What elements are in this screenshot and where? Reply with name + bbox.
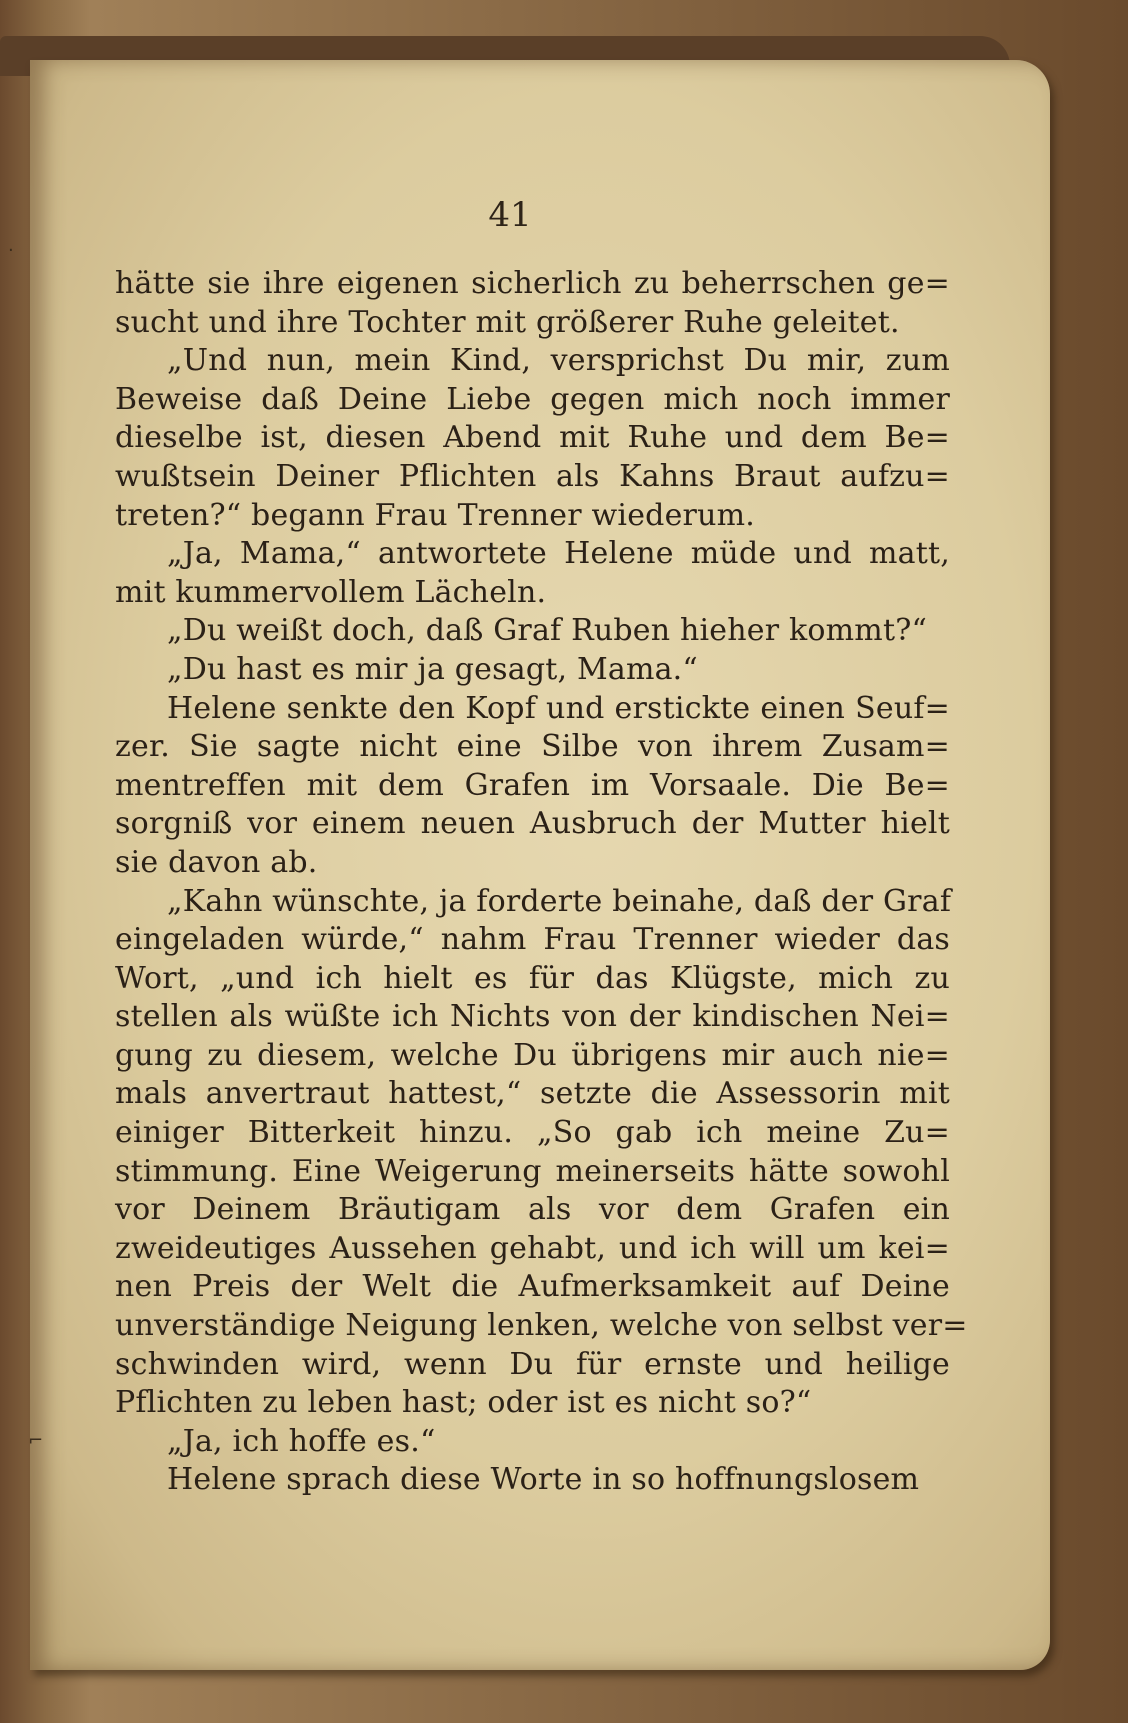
book-page [30,60,1050,1670]
text-line: hätte sie ihre eigenen sicherlich zu beherrschen ge= [115,266,950,301]
margin-mark: ⌐ [28,1430,44,1451]
text-line: Wort, „und ich hielt es für das Klügste, mich zu [115,960,950,996]
text-line: Beweise daß Deine Liebe gegen mich noch immer [115,381,950,417]
text-line: schwinden wird, wenn Du für ernste und heilige [115,1346,950,1382]
text-line: einiger Bitterkeit hinzu. „So gab ich meine Zu= [115,1115,950,1151]
text-line: „Du hast es mir ja gesagt, Mama.“ [167,651,698,687]
text-line: zer. Sie sagte nicht eine Silbe von ihrem Zusam= [115,729,950,765]
text-line: sorgniß vor einem neuen Ausbruch der Mutter hielt [115,806,950,842]
text-line: stellen als wüßte ich Nichts von der kindischen Nei= [115,999,950,1035]
text-line: „Ja, ich hoffe es.“ [167,1423,436,1459]
text-line: vor Deinem Bräutigam als vor dem Grafen ein [115,1192,950,1228]
body-text [115,265,968,1500]
text-line: Helene senkte den Kopf und erstickte einen Seuf= [167,690,950,726]
text-line: unverständige Neigung lenken, welche von selbst ver= [115,1308,968,1344]
text-line: „Kahn wünschte, ja forderte beinahe, daß der Graf [167,883,952,919]
text-line: sie davon ab. [115,844,318,880]
text-line: „Ja, Mama,“ antwortete Helene müde und matt, [167,536,950,572]
text-line: wußtsein Deiner Pflichten als Kahns Braut aufzu= [115,458,950,494]
text-line: mentreffen mit dem Grafen im Vorsaale. Die Be= [115,767,950,803]
text-line: „Und nun, mein Kind, versprichst Du mir, zum [167,343,950,379]
text-line: Helene sprach diese Worte in so hoffnungslosem [167,1462,920,1498]
text-line: dieselbe ist, diesen Abend mit Ruhe und dem Be= [115,420,950,456]
text-line: treten?“ begann Frau Trenner wiederum. [115,497,755,533]
text-line: „Du weißt doch, daß Graf Ruben hieher kommt?“ [167,613,928,649]
text-line: sucht und ihre Tochter mit größerer Ruhe geleitet. [115,304,900,340]
margin-mark: · [8,240,14,261]
text-line: eingeladen würde,“ nahm Frau Trenner wieder das [115,922,950,958]
text-line: stimmung. Eine Weigerung meinerseits hätte sowohl [115,1153,950,1189]
text-line: zweideutiges Aussehen gehabt, und ich will um kei= [115,1230,950,1266]
text-line: mit kummervollem Lächeln. [115,574,547,610]
text-line: nen Preis der Welt die Aufmerksamkeit auf Deine [115,1269,950,1305]
text-line: Pflichten zu leben hast; oder ist es nicht so?“ [115,1385,812,1421]
page-number: 41 [488,195,532,235]
text-line: gung zu diesem, welche Du übrigens mir auch nie= [115,1037,950,1073]
text-line: mals anvertraut hattest,“ setzte die Assessorin mit [115,1076,950,1112]
